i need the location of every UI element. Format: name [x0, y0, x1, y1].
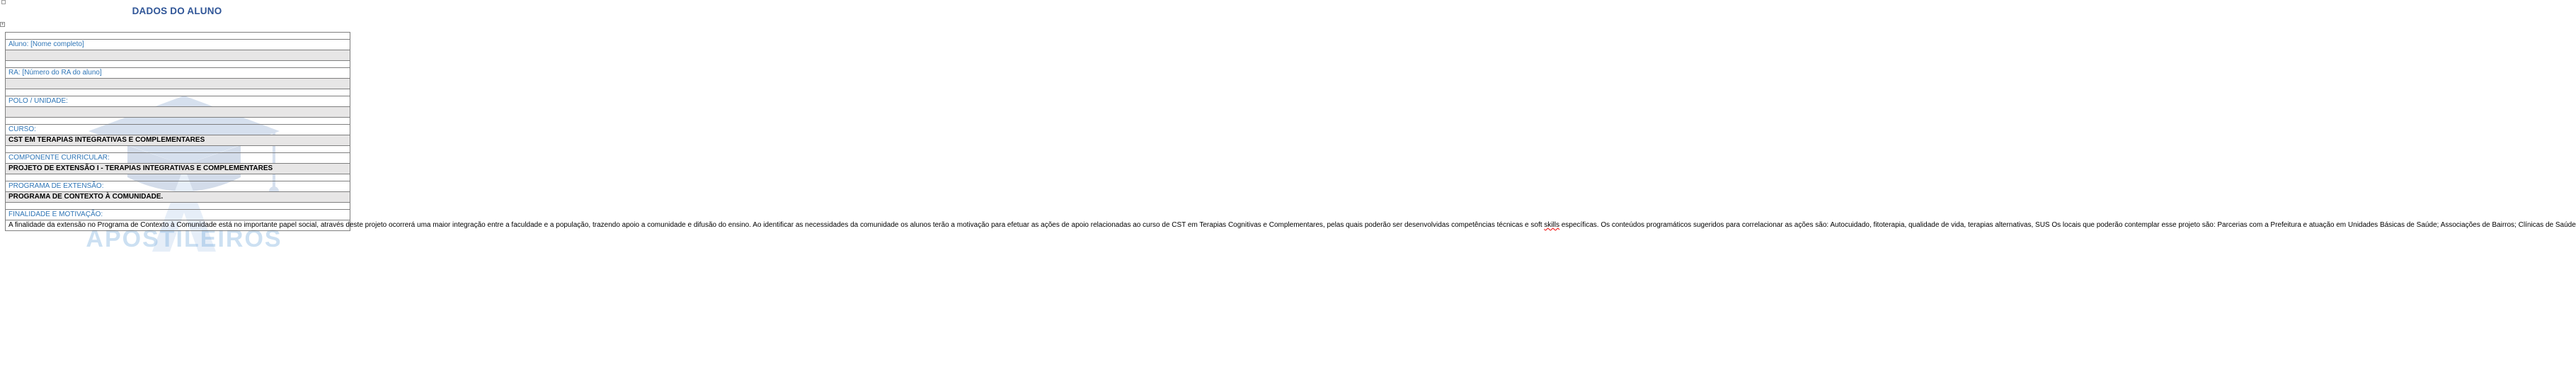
field-label-aluno[interactable]: Aluno: [Nome completo] — [6, 40, 350, 50]
field-label-componente[interactable]: COMPONENTE CURRICULAR: — [6, 153, 350, 164]
spacer-cell — [6, 203, 350, 210]
finalidade-text-part: A finalidade da extensão no Programa de Contexto à Comunidade está no importante papel social, através deste projeto ocorrerá uma maior integração entre a faculdade e a população, trazendo apoio a comunidade e difusão do ensino. Ao identificar as necessidades da comunidade os alunos terão a motivação para efetuar as ações de apoio relacionadas ao curso de CST em Terapias Cognitivas e Complementares, pelas quais poderão ser desenvolvidas competências técnicas e soft — [8, 221, 1545, 229]
field-value-curso[interactable]: CST EM TERAPIAS INTEGRATIVAS E COMPLEMENTARES — [6, 135, 350, 146]
table-move-handle-icon[interactable]: + — [1, 22, 4, 27]
spelling-flagged-word: skills — [1544, 221, 1559, 229]
field-label-polo[interactable]: POLO / UNIDADE: — [6, 96, 350, 107]
spacer-cell — [6, 61, 350, 68]
field-value-aluno[interactable] — [6, 50, 350, 61]
field-value-programa[interactable]: PROGRAMA DE CONTEXTO À COMUNIDADE. — [6, 192, 350, 203]
paragraph-mark-icon — [1, 0, 6, 4]
finalidade-text[interactable] — [6, 220, 2576, 231]
field-label-finalidade[interactable]: FINALIDADE E MOTIVAÇÃO: — [6, 210, 350, 220]
field-label-ra[interactable]: RA: [Número do RA do aluno] — [6, 68, 350, 79]
student-data-table — [5, 32, 2576, 231]
field-value-ra[interactable] — [6, 79, 350, 89]
spacer-cell — [6, 174, 350, 181]
field-label-programa[interactable]: PROGRAMA DE EXTENSÃO: — [6, 181, 350, 192]
field-label-curso[interactable]: CURSO: — [6, 125, 350, 135]
field-value-componente[interactable]: PROJETO DE EXTENSÃO I - TERAPIAS INTEGRATIVAS E COMPLEMENTARES — [6, 164, 350, 174]
spacer-cell — [6, 146, 350, 153]
spacer-cell — [6, 33, 350, 40]
watermark-text: APOSTILEIROS — [86, 225, 282, 252]
document-title: DADOS DO ALUNO — [132, 6, 222, 16]
finalidade-text-part: específicas. Os conteúdos programáticos sugeridos para correlacionar as ações são: Autocuidado, fitoterapia, qualidade de vida, terapias alternativas, SUS Os locais que poderão contemplar esse projeto são: Parcerias com a Prefeitura e atuação em Unidades Básicas de Saúde; Associações de Bairros; Clínicas de Saúde — [1559, 221, 2576, 229]
spacer-cell — [6, 89, 350, 96]
field-value-polo[interactable] — [6, 107, 350, 118]
spacer-cell — [6, 118, 350, 125]
